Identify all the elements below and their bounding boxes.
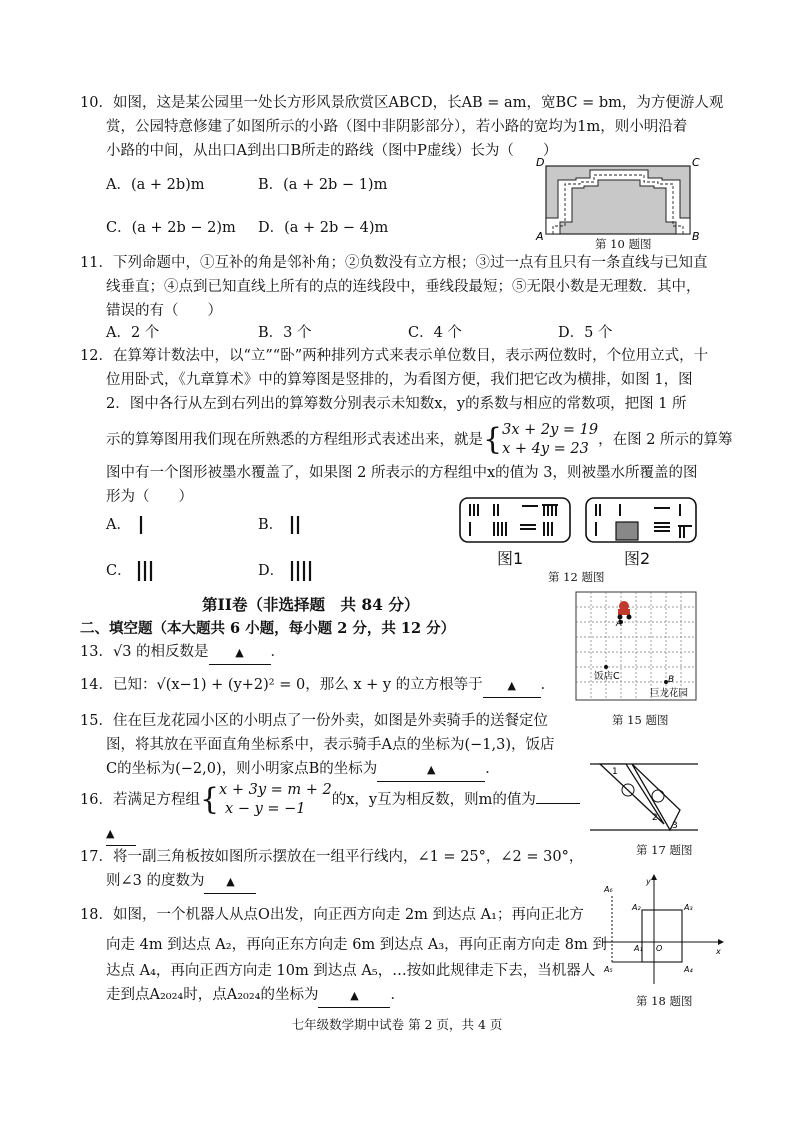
rod-two-icon	[288, 515, 302, 535]
q12-caption: 第 12 题图	[548, 570, 605, 584]
q10-label-b: B	[692, 230, 700, 243]
section-fill-blank-heading: 二、填空题（本大题共 6 小题，每小题 2 分，共 12 分）	[80, 620, 456, 637]
q16-answer-blank-part2[interactable]: ▲	[106, 822, 136, 846]
q15-label-restaurant: 饭店C	[594, 671, 620, 682]
q15-line1: 15．住在巨龙花园小区的小明点了一份外卖，如图是外卖骑手的送餐定位	[80, 713, 548, 729]
q18-y-axis-label: y	[646, 877, 651, 886]
q12-line6: 形为（ ）	[106, 489, 193, 505]
q10-label-d: D	[536, 158, 545, 169]
q18-label-a6: A₆	[604, 885, 613, 894]
q12-line4: 示的算筹图用我们现在所熟悉的方程组形式表述出来，就是{3x + 2y = 19 x + 4y = 23，在图 2 所示的算筹	[106, 422, 733, 457]
q18-answer-blank[interactable]: ▲	[318, 984, 390, 1008]
q15-label-garden: 巨龙花园	[650, 688, 689, 699]
q14-answer-blank[interactable]: ▲	[483, 674, 541, 698]
q11-option-c: C．4 个	[408, 325, 462, 341]
q10-option-a: A．(a + 2b)m	[106, 177, 205, 193]
q17-line1: 17．将一副三角板按如图所示摆放在一组平行线内，∠1 = 25°，∠2 = 30°，	[80, 849, 584, 865]
q15-line3: C的坐标为(−2,0)，则小明家点B的坐标为 ▲ ．	[106, 758, 500, 782]
q12-eq2: x + 4y = 23	[502, 441, 589, 457]
q13: 13．√3 的相反数是 ▲ ．	[80, 641, 285, 665]
q15-line2: 图，将其放在平面直角坐标系中，表示骑手A点的坐标为(−1,3)，饭店	[106, 737, 555, 753]
q18-label-a3: A₃	[684, 903, 693, 912]
ink-blot-icon	[616, 522, 638, 540]
q12-option-a: A．	[106, 514, 146, 536]
q12-line2: 位用卧式，《九章算术》中的算筹图是竖排的，为看图方便，我们把它改为横排，如图 1，图	[106, 372, 693, 388]
q18-line2: 向走 4m 到达点 A₂，再向正东方向走 6m 到达点 A₃，再向正南方向走 8m 到	[106, 937, 607, 953]
q12-option-b: B．	[258, 514, 302, 536]
q18-line1: 18．如图，一个机器人从点O出发，向正西方向走 2m 到达点 A₁；再向正北方	[80, 907, 584, 923]
q16-eq1: x + 3y = m + 2	[219, 782, 332, 798]
q12-line5: 图中有一个图形被墨水覆盖了，如果图 2 所表示的方程组中x的值为 3，则被墨水所覆盖的图	[106, 465, 698, 481]
q13-answer-blank[interactable]: ▲	[209, 641, 271, 665]
q10-option-d: D．(a + 2b − 4)m	[258, 220, 389, 236]
page-footer: 七年级数学期中试卷 第 2 页，共 4 页	[291, 1017, 503, 1032]
q11-line2: 线垂直；④点到已知直线上所有的点的连线段中，垂线段最短；⑤无限小数是无理数．其中，	[106, 279, 701, 295]
q16-answer-blank-part1[interactable]	[536, 803, 580, 804]
q18-coordinate-figure	[598, 872, 724, 988]
q18-line3: 达点 A₄，再向正西方向走 10m 到达点 A₅，…按如此规律走下去，当机器人	[106, 963, 596, 979]
rod-three-icon	[136, 560, 154, 582]
q11-option-d: D．5 个	[558, 325, 613, 341]
q16-eq2: x − y = −1	[225, 801, 306, 817]
q10-line2: 赏，公园特意修建了如图所示的小路（图中非阴影部分），若小路的宽均为1m，则小明沿着	[106, 119, 688, 135]
q11-line1: 11．下列命题中，①互补的角是邻补角；②负数没有立方根；③过一点有且只有一条直线与已知直	[80, 255, 708, 271]
q18-label-a2: A₂	[632, 903, 641, 912]
q12-line1: 12．在算筹计数法中，以“立”“卧”两种排列方式来表示单位数目，表示两位数时，个位用立式，十	[80, 348, 709, 364]
q17-caption: 第 17 题图	[636, 843, 693, 857]
q15-caption: 第 15 题图	[612, 713, 669, 727]
q10-label-a: A	[536, 230, 544, 243]
q10-option-c: C．(a + 2b − 2)m	[106, 220, 236, 236]
q10-line3: 小路的中间，从出口A到出口B所走的路线（图中P虚线）长为（ ）	[106, 143, 558, 159]
q14: 14．已知：√(x−1) + (y+2)² = 0，那么 x + y 的立方根等于 ▲ ．	[80, 674, 555, 698]
q17-triangle-rulers-figure	[586, 758, 702, 836]
q18-label-a5: A₅	[604, 965, 613, 974]
q17-angle2-label: 2	[652, 813, 658, 823]
q10-option-b: B．(a + 2b − 1)m	[258, 177, 388, 193]
q12-option-c: C．	[106, 560, 154, 582]
q11-line3: 错误的有（ ）	[106, 303, 222, 319]
q18-caption: 第 18 题图	[636, 994, 693, 1008]
q15-delivery-map	[574, 590, 700, 708]
q17-answer-blank[interactable]: ▲	[204, 870, 256, 894]
q10-caption: 第 10 题图	[595, 237, 652, 251]
q18-origin-label: O	[656, 944, 663, 953]
q18-line4: 走到点A₂₀₂₄时，点A₂₀₂₄的坐标为 ▲ ．	[106, 984, 405, 1008]
q18-x-axis-label: x	[716, 947, 721, 956]
q15-label-b: B	[668, 675, 675, 685]
q11-option-a: A．2 个	[106, 325, 160, 341]
q17-angle1-label: 1	[612, 767, 618, 777]
q10-label-c: C	[692, 158, 700, 169]
q12-fig2-label: 图2	[624, 549, 651, 568]
part2-title: 第II卷（非选择题 共 84 分）	[202, 595, 420, 614]
q17-line2: 则∠3 的度数为 ▲	[106, 870, 256, 894]
q12-eq1: 3x + 2y = 19	[502, 422, 599, 438]
q11-option-b: B．3 个	[258, 325, 312, 341]
rod-four-icon	[289, 560, 313, 582]
q15-label-a: A	[616, 619, 623, 629]
q10-line1: 10．如图，这是某公园里一处长方形风景欣赏区ABCD，长AB = am，宽BC = bm，为方便游人观	[80, 95, 724, 111]
q18-label-a4: A₄	[684, 965, 693, 974]
q12-fig1-label: 图1	[497, 549, 524, 568]
q18-label-a1: A₁	[634, 944, 643, 953]
q10-figure	[532, 158, 708, 248]
rod-one-icon	[136, 515, 146, 535]
q17-angle3-label: 3	[672, 821, 678, 831]
q12-counting-rod-figures	[458, 496, 708, 546]
q12-line3: 2．图中各行从左到右列出的算筹数分别表示未知数x，y的系数与相应的常数项，把图 1 所	[106, 396, 687, 412]
q15-answer-blank[interactable]: ▲	[377, 758, 485, 782]
q12-option-d: D．	[258, 560, 313, 582]
q16: 16．若满足方程组{x + 3y = m + 2 x − y = −1的x，y互为相反数，则m的值为	[80, 780, 580, 820]
